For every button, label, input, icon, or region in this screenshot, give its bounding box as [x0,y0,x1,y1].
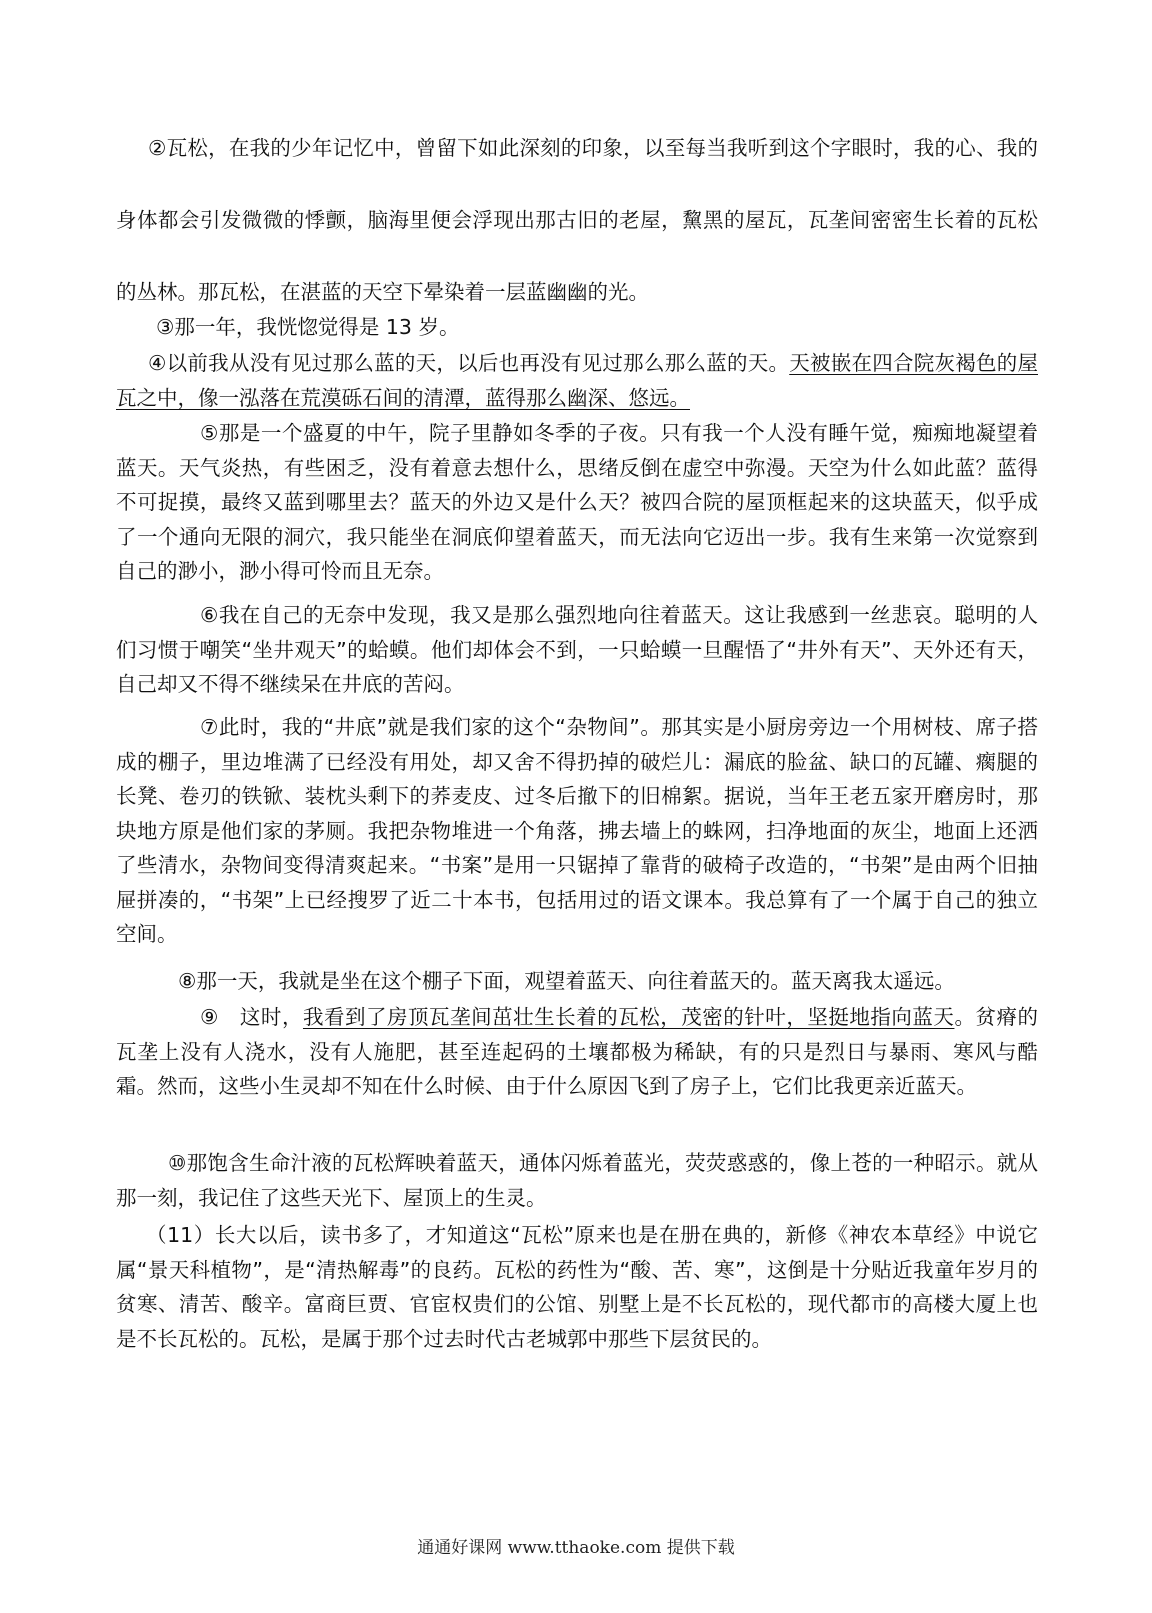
paragraph-3-text: ③那一年，我恍惚觉得是 13 岁。 [156,315,460,339]
paragraph-4-underlined: 天被嵌在四合院灰褐色的屋瓦之中，像一泓落在荒漠砾石间的清潭，蓝得那么幽深、悠远。 [116,351,1038,410]
paragraph-9-text: ⑨ 这时， [200,1005,303,1029]
paragraph-2 [116,112,1038,328]
paragraph-10 [116,1146,1038,1215]
paragraph-2-text: ②瓦松，在我的少年记忆中，曾留下如此深刻的印象，以至每当我听到这个字眼时，我的心、我的身体都会引发微微的悸颤，脑海里便会浮现出那古旧的老屋，黧黑的屋瓦，瓦垄间密密生长着的瓦松的丛林。那瓦松，在湛蓝的天空下晕染着一层蓝幽幽的光。 [116,136,1038,304]
paragraph-5 [116,416,1038,589]
paragraph-4-text: ④以前我从没有见过那么蓝的天，以后也再没有见过那么那么蓝的天。 [148,351,790,375]
paragraph-6 [116,598,1038,702]
paragraph-9-text-rest: 。贫瘠的瓦垄上没有人浇水，没有人施肥，甚至连起码的土壤都极为稀缺，有的只是烈日与暴雨、寒风与酷霜。然而，这些小生灵却不知在什么时候、由于什么原因飞到了房子上，它们比我更亲近蓝天。 [116,1005,1038,1098]
paragraph-7 [116,710,1038,952]
paragraph-8-text: ⑧那一天，我就是坐在这个棚子下面，观望着蓝天、向往着蓝天的。蓝天离我太遥远。 [178,969,955,993]
paragraph-11 [116,1218,1038,1356]
paragraph-10-text: ⑩那饱含生命汁液的瓦松辉映着蓝天，通体闪烁着蓝光，荧荧惑惑的，像上苍的一种昭示。就从那一刻，我记住了这些天光下、屋顶上的生灵。 [116,1151,1038,1210]
paragraph-5-text: ⑤那是一个盛夏的中午，院子里静如冬季的子夜。只有我一个人没有睡午觉，痴痴地凝望着蓝天。天气炎热，有些困乏，没有着意去想什么，思绪反倒在虚空中弥漫。天空为什么如此蓝？蓝得不可捉摸，最终又蓝到哪里去？蓝天的外边又是什么天？被四合院的屋顶框起来的这块蓝天，似乎成了一个通向无限的洞穴，我只能坐在洞底仰望着蓝天，而无法向它迈出一步。我有生来第一次觉察到自己的渺小，渺小得可怜而且无奈。 [116,421,1038,583]
page-footer: 通通好课网 www.tthaoke.com 提供下载 [417,1538,735,1558]
paragraph-11-text: （11）长大以后，读书多了，才知道这“瓦松”原来也是在册在典的，新修《神农本草经》中说它属“景天科植物”，是“清热解毒”的良药。瓦松的药性为“酸、苦、寒”，这倒是十分贴近我童年岁月的贫寒、清苦、酸辛。富商巨贾、官宦权贵们的公馆、别墅上是不长瓦松的，现代都市的高楼大厦上也是不长瓦松的。瓦松，是属于那个过去时代古老城郭中那些下层贫民的。 [116,1223,1038,1351]
paragraph-9-underlined: 我看到了房顶瓦垄间茁壮生长着的瓦松，茂密的针叶，坚挺地指向蓝天 [302,1005,955,1029]
paragraph-8 [116,964,1038,999]
paragraph-7-text: ⑦此时，我的“井底”就是我们家的这个“杂物间”。那其实是小厨房旁边一个用树枝、席子搭成的棚子，里边堆满了已经没有用处，却又舍不得扔掉的破烂儿：漏底的脸盆、缺口的瓦罐、瘸腿的长凳、卷刃的铁锨、装枕头剩下的荞麦皮、过冬后撤下的旧棉絮。据说，当年王老五家开磨房时，那块地方原是他们家的茅厕。我把杂物堆进一个角落，拂去墙上的蛛网，扫净地面的灰尘，地面上还洒了些清水，杂物间变得清爽起来。“书案”是用一只锯掉了靠背的破椅子改造的，“书架”是由两个旧抽屉拼凑的，“书架”上已经搜罗了近二十本书，包括用过的语文课本。我总算有了一个属于自己的独立空间。 [116,715,1038,946]
paragraph-9 [116,1000,1038,1104]
paragraph-3 [116,310,1038,345]
paragraph-4 [116,346,1038,415]
paragraph-6-text: ⑥我在自己的无奈中发现，我又是那么强烈地向往着蓝天。这让我感到一丝悲哀。聪明的人们习惯于嘲笑“坐井观天”的蛤蟆。他们却体会不到，一只蛤蟆一旦醒悟了“井外有天”、天外还有天，自己却又不得不继续呆在井底的苦闷。 [116,603,1038,696]
